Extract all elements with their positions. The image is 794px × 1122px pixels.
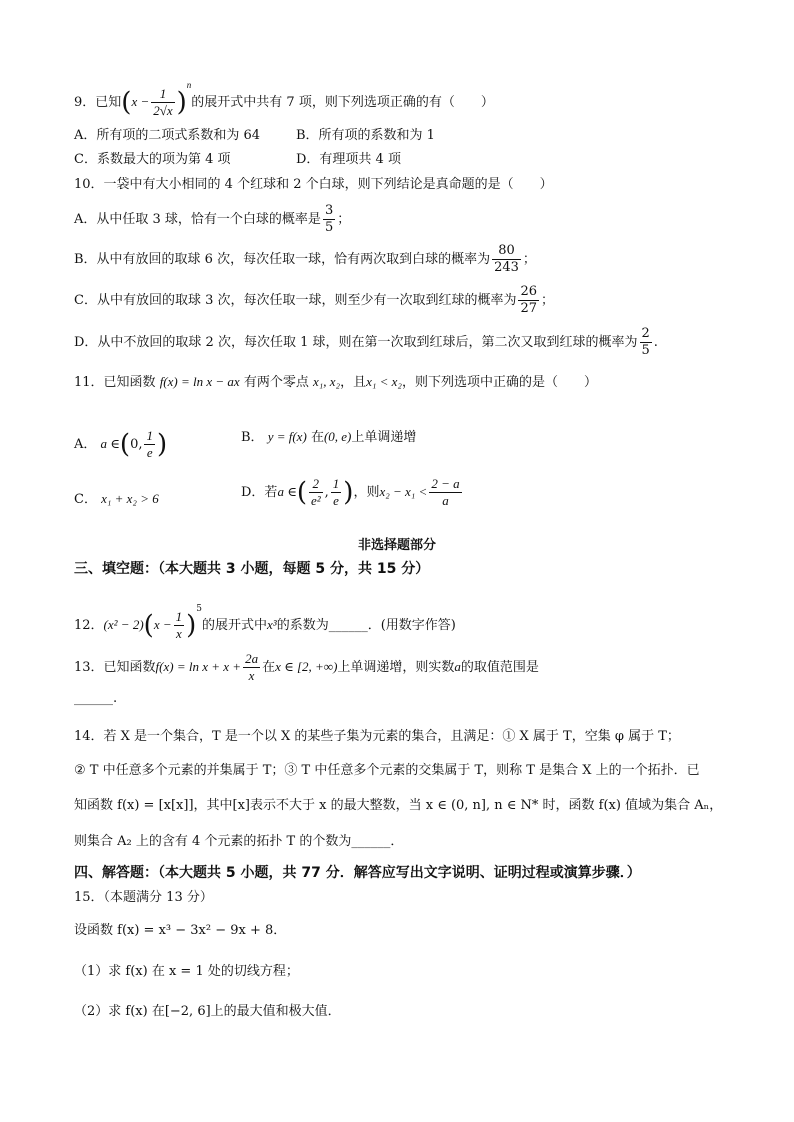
q11-a-inner: 0, — [130, 437, 143, 452]
q13-answer-blank: ______. — [74, 691, 118, 706]
q11-d-text: ，则 — [353, 485, 380, 500]
q10-option-d — [74, 326, 658, 359]
q11-stem — [74, 373, 597, 392]
q10-option-d-fraction — [640, 326, 652, 359]
q11-a-fraction — [144, 428, 155, 461]
q13-domain: x ∈ [2, +∞) — [275, 659, 338, 674]
q13-fraction — [243, 651, 260, 684]
q12-prefix: 12． — [74, 618, 104, 633]
q10-b-den: 243 — [494, 260, 519, 275]
q10-c-num: 26 — [520, 284, 538, 299]
q10-stem: 10．一袋中有大小相同的 4 个红球和 2 个白球，则下列结论是真命题的是（ ） — [74, 177, 553, 192]
q13-text-b: 上单调递增，则实数 — [337, 660, 455, 675]
q12-term: x³ — [267, 617, 277, 632]
q15-part-1: （1）求 f(x) 在 x = 1 处的切线方程； — [74, 964, 299, 979]
q9-suffix: 的展开式中共有 7 项，则下列选项正确的有（ ） — [191, 95, 494, 110]
q11-d-lhs: x₂ − x₁ < — [379, 484, 428, 499]
q13-text-a: 在 — [262, 660, 276, 675]
q10-option-b — [74, 243, 536, 276]
q10-d-den: 5 — [641, 343, 650, 358]
q15-title: 15．（本题满分 13 分） — [74, 890, 213, 905]
q11-stem-c: ，且 — [340, 375, 367, 390]
q11-option-c — [74, 490, 159, 509]
q11-ineq: x₁ < x₂ — [366, 374, 402, 389]
q11-a-close-paren: ) — [156, 429, 168, 460]
q11-stem-b: 有两个零点 — [243, 375, 309, 390]
q11-d-num1: 2 — [309, 476, 323, 493]
q10-a-end: ； — [337, 212, 351, 227]
q9-option-a: A．所有项的二项式系数和为 64 — [74, 128, 261, 143]
q14-line-1: 14．若 X 是一个集合，T 是一个以 X 的某些子集为元素的集合，且满足：① X 属于 T，空集 φ 属于 T； — [74, 729, 680, 744]
q10-c-den: 27 — [520, 301, 538, 316]
q12-exponent: 5 — [196, 604, 202, 614]
q12-expr-a: (x² − 2) — [103, 617, 144, 632]
q9-expr-x: x − — [131, 94, 150, 109]
q13-expr: f(x) = ln x + x + — [155, 659, 242, 674]
q11-a-label: A． — [74, 437, 97, 452]
section-nonchoice-heading: 非选择题部分 — [357, 538, 436, 553]
q12-open-paren: ( — [143, 610, 154, 641]
q11-d-label: D．若 — [241, 485, 278, 500]
q11-d-den3: a — [442, 493, 449, 508]
q9-frac-num: 1 — [151, 86, 174, 103]
q11-zeros: x₁, x₂ — [312, 374, 341, 389]
q10-option-a-fraction — [323, 203, 335, 236]
q9-option-d: D．有理项共 4 项 — [296, 152, 401, 167]
q12-expr-x: x − — [153, 617, 172, 632]
q10-option-a — [74, 203, 350, 236]
q12-frac-num: 1 — [175, 609, 183, 624]
q12-suffix-b: 的系数为______．(用数字作答) — [276, 618, 456, 633]
q10-c-end: ； — [541, 293, 555, 308]
q11-b-text-a: 在 — [310, 430, 324, 445]
q11-a-num: 1 — [146, 428, 153, 443]
q10-option-d-text: D．从中不放回的取球 2 次，每次任取 1 球，则在第一次取到红球后，第二次又取到红球的概率为 — [74, 335, 638, 350]
q12-frac-den: x — [175, 626, 182, 641]
q9-exponent: n — [186, 80, 192, 90]
q13-text-c: 的取值范围是 — [460, 660, 539, 675]
q10-option-b-text: B．从中有放回的取球 6 次，每次任取一球，恰有两次取到白球的概率为 — [74, 252, 491, 267]
q9-prefix: 9．已知 — [74, 95, 122, 110]
q11-c-label: C． — [74, 492, 97, 507]
q9-option-b: B．所有项的系数和为 1 — [296, 128, 435, 143]
q9-close-paren: ) — [176, 87, 187, 118]
q12-close-paren: ) — [186, 610, 197, 641]
q11-d-close-paren: ) — [343, 477, 354, 508]
q10-option-c-fraction — [518, 284, 539, 317]
q13-prefix: 13．已知函数 — [74, 660, 156, 675]
q9-open-paren: ( — [121, 87, 132, 118]
q10-a-den: 5 — [324, 220, 334, 235]
q10-d-num: 2 — [641, 326, 650, 341]
q11-option-d: D．若a ∈( $\frac{2}{\text{e²}}$ , $\frac{1}{e}$ )，则x₂ − x₁ < $\frac{2 - a}{a}$ — [241, 476, 460, 508]
q10-option-c-text: C．从中有放回的取球 3 次，每次任取一球，则至少有一次取到红球的概率为 — [74, 293, 517, 308]
q11-option-b — [241, 428, 416, 447]
q11-function: f(x) = ln x − ax — [159, 374, 240, 389]
q13-var: a — [454, 659, 461, 674]
q10-d-end: . — [653, 335, 658, 350]
q10-option-b-fraction — [492, 243, 521, 276]
q10-b-end: ； — [522, 252, 536, 267]
q11-stem-d: ，则下列选项中正确的是（ ） — [401, 375, 597, 390]
q11-d-fraction-2 — [331, 476, 342, 509]
q9-frac-den: 2√x — [153, 103, 173, 118]
q11-d-open-paren: ( — [296, 477, 307, 508]
q12-stem — [74, 600, 456, 642]
q11-b-math: y = f(x) — [267, 429, 307, 444]
q15-stem: 设函数 f(x) = x³ − 3x² − 9x + 8． — [74, 923, 287, 938]
q11-d-num3: 2 − a — [431, 476, 460, 491]
q11-d-num2: 1 — [332, 476, 340, 491]
q12-suffix-a: 的展开式中 — [202, 618, 268, 633]
q10-b-num: 80 — [492, 243, 521, 260]
q11-a-open-paren: ( — [119, 429, 131, 460]
q11-b-text-b: 上单调递增 — [351, 430, 417, 445]
q9-option-c: C．系数最大的项为第 4 项 — [74, 152, 231, 167]
q10-option-c — [74, 284, 554, 317]
q11-d-den2: e — [333, 493, 339, 508]
q14-line-2: ② T 中任意多个元素的并集属于 T；③ T 中任意多个元素的交集属于 T，则称 T 是集合 X 上的一个拓扑．已 — [74, 763, 700, 778]
q9-stem — [74, 76, 494, 119]
q9-fraction — [151, 86, 174, 119]
q11-a-den: e — [146, 445, 153, 460]
q11-d-fraction-3 — [429, 476, 461, 509]
q10-option-a-text: A．从中任取 3 球，恰有一个白球的概率是 — [74, 212, 321, 227]
q14-line-3: 知函数 f(x) = [x[x]]，其中[x]表示不大于 x 的最大整数，当 x ∈ (0, n], n ∈ N* 时，函数 f(x) 值域为集合 Aₙ， — [74, 798, 723, 813]
q11-a-math: a ∈ — [100, 436, 120, 451]
section4-heading: 四、解答题：（本大题共 5 小题，共 77 分．解答应写出文字说明、证明过程或演算步骤．） — [74, 865, 641, 881]
q13-frac-num: 2a — [245, 651, 259, 666]
q12-fraction — [174, 609, 185, 642]
q11-d-fraction-1 — [309, 476, 323, 509]
q11-c-math: x₁ + x₂ > 6 — [101, 491, 159, 506]
q11-d-den1: e² — [310, 493, 321, 508]
q11-stem-a: 11．已知函数 — [74, 375, 156, 390]
q13-frac-den: x — [248, 668, 255, 683]
q11-b-label: B． — [241, 430, 264, 445]
section3-heading: 三、填空题：（本大题共 3 小题，每题 5 分，共 15 分） — [74, 561, 430, 577]
q14-line-4: 则集合 A₂ 上的含有 4 个元素的拓扑 T 的个数为______． — [74, 834, 404, 849]
q11-b-interval: (0, e) — [323, 429, 352, 444]
q10-a-num: 3 — [324, 203, 334, 218]
q13-stem — [74, 651, 539, 684]
q11-option-a — [74, 428, 167, 461]
q15-part-2: （2）求 f(x) 在[−2, 6]上的最大值和极大值． — [74, 1004, 341, 1019]
q11-d-math: a ∈ — [277, 484, 297, 499]
